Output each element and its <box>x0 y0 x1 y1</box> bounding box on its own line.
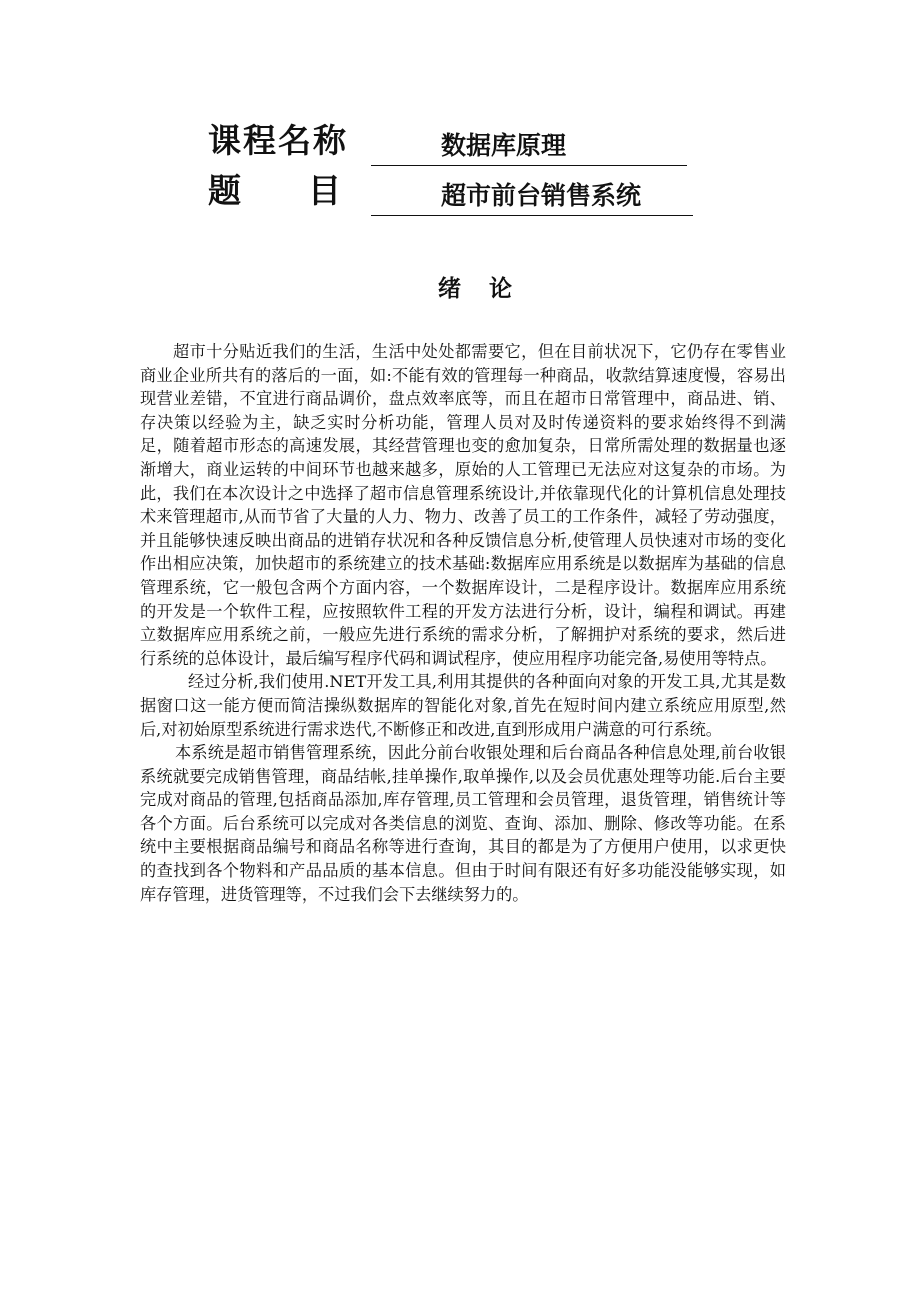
topic-label-char-2: 目 <box>308 171 343 210</box>
topic-label <box>208 165 343 212</box>
course-value: 数据库原理 <box>371 126 687 166</box>
topic-row <box>208 166 708 216</box>
section-title: 绪 论 <box>437 276 522 302</box>
body-text <box>140 340 786 906</box>
course-label: 课程名称 <box>208 121 348 160</box>
topic-label-char-1: 题 <box>208 171 243 210</box>
course-row <box>208 116 708 166</box>
paragraph-2: 经过分析,我们使用.NET开发工具,利用其提供的各种面向对象的开发工具,尤其是数据窗口这一能方便而简洁操纵数据库的智能化对象,首先在短时间内建立系统应用原型,然后,对初始原型系统进行需求迭代,不断修正和改进,直到形成用户满意的可行系统。 <box>140 672 786 739</box>
paragraph-1: 超市十分贴近我们的生活，生活中处处都需要它，但在目前状况下，它仍存在零售业商业企业所共有的落后的一面，如:不能有效的管理每一种商品，收款结算速度慢，容易出现营业差错，不宜进行商品调价，盘点效率底等，而且在超市日常管理中，商品进、销、存决策以经验为主，缺乏实时分析功能，管理人员对及时传递资料的要求始终得不到满足，随着超市形态的高速发展，其经营管理也变的愈加复杂，日常所需处理的数据量也逐渐增大，商业运转的中间环节也越来越多，原始的人工管理已无法应对这复杂的市场。为此，我们在本次设计之中选择了超市信息管理系统设计,并依靠现代化的计算机信息处理技术来管理超市,从而节省了大量的人力、物力、改善了员工的工作条件，减轻了劳动强度，并且能够快速反映出商品的进销存状况和各种反馈信息分析,使管理人员快速对市场的变化作出相应决策，加快超市的系统建立的技术基础:数据库应用系统是以数据库为基础的信息管理系统，它一般包含两个方面内容，一个数据库设计，二是程序设计。数据库应用系统的开发是一个软件工程，应按照软件工程的开发方法进行分析，设计，编程和调试。再建立数据库应用系统之前，一般应先进行系统的需求分析，了解拥护对系统的要求，然后进行系统的总体设计，最后编写程序代码和调试程序，使应用程序功能完备,易使用等特点。 <box>140 342 786 668</box>
topic-value: 超市前台销售系统 <box>371 176 693 216</box>
paragraph-3: 本系统是超市销售管理系统，因此分前台收银处理和后台商品各种信息处理,前台收银系统就要完成销售管理，商品结帐,挂单操作,取单操作,以及会员优惠处理等功能.后台主要完成对商品的管理,包括商品添加,库存管理,员工管理和会员管理，退货管理，销售统计等各个方面。后台系统可以完成对各类信息的浏览、查询、添加、删除、修改等功能。在系统中主要根据商品编号和商品名称等进行查询，其目的都是为了方便用户使用，以求更快的查找到各个物料和产品品质的基本信息。但由于时间有限还有好多功能没能够实现，如库存管理，进货管理等，不过我们会下去继续努力的。 <box>140 743 786 904</box>
